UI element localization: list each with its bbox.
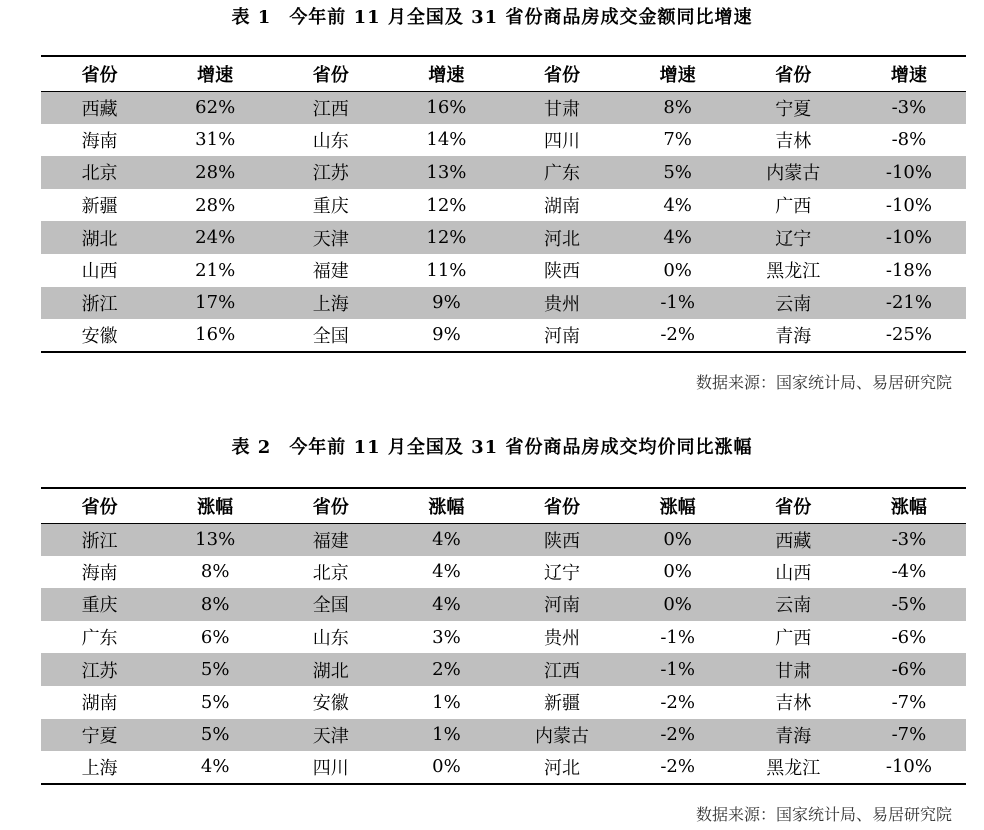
value-cell: -7%: [852, 719, 966, 752]
value-cell: 11%: [426, 259, 467, 281]
table2-title: [0, 433, 984, 459]
value-cell: 13%: [389, 156, 503, 189]
value-cell: 24%: [158, 221, 272, 254]
province-cell: 河南: [503, 319, 620, 352]
value-cell: 4%: [158, 751, 272, 784]
table1-body: [41, 91, 966, 352]
value-cell: -2%: [660, 691, 695, 713]
table-row: [41, 91, 966, 124]
province-cell: 全国: [272, 588, 389, 621]
province-cell: 河南: [503, 588, 620, 621]
value-cell: 1%: [389, 719, 503, 752]
province-cell: 宁夏: [41, 719, 158, 752]
province-cell: 青海: [735, 319, 852, 352]
value-cell: -4%: [891, 561, 927, 583]
table-row: [41, 523, 966, 556]
province-cell: 湖南: [544, 196, 581, 218]
province-cell: 云南: [735, 588, 852, 621]
province-cell: 新疆: [544, 693, 581, 715]
table1-label: 表 1: [231, 7, 272, 28]
value-cell: 2%: [389, 653, 503, 686]
province-cell: 广西: [775, 628, 812, 650]
table-row: [41, 254, 966, 287]
value-cell: 28%: [158, 156, 272, 189]
header-province: 省份: [272, 56, 389, 91]
value-cell: 13%: [158, 523, 272, 556]
value-cell: 1%: [432, 691, 461, 713]
header-value: 涨幅: [621, 488, 735, 523]
table2-label: 表 2: [231, 437, 272, 458]
value-cell: 6%: [200, 626, 230, 648]
province-cell: 辽宁: [544, 562, 581, 584]
table1-title-text: 今年前 11 月全国及 31 省份商品房成交金额同比增速: [289, 7, 753, 28]
value-cell: -1%: [660, 626, 695, 648]
value-cell: 5%: [158, 653, 272, 686]
province-cell: 四川: [544, 130, 581, 152]
province-cell: 福建: [272, 523, 389, 556]
table2-body: [41, 523, 966, 784]
province-cell: 浙江: [41, 287, 158, 320]
value-cell: -10%: [885, 194, 932, 216]
province-cell: 湖南: [81, 693, 118, 715]
value-cell: 17%: [158, 287, 272, 320]
header-province: 省份: [735, 56, 852, 91]
table-row: [41, 588, 966, 621]
province-cell: 上海: [41, 751, 158, 784]
header-province: 省份: [503, 56, 620, 91]
province-cell: 广东: [81, 628, 118, 650]
value-cell: -3%: [852, 523, 966, 556]
header-province: 省份: [41, 488, 158, 523]
table-row: [41, 686, 966, 719]
value-cell: 8%: [621, 91, 735, 124]
header-value: 涨幅: [389, 488, 503, 523]
province-cell: 安徽: [41, 319, 158, 352]
value-cell: 8%: [158, 588, 272, 621]
province-cell: 天津: [272, 221, 389, 254]
province-cell: 福建: [312, 261, 349, 283]
province-cell: 西藏: [735, 523, 852, 556]
province-cell: 山西: [775, 562, 812, 584]
value-cell: 4%: [432, 561, 461, 583]
value-cell: 14%: [426, 129, 467, 151]
province-cell: 江西: [503, 653, 620, 686]
province-cell: 甘肃: [503, 91, 620, 124]
value-cell: -2%: [621, 719, 735, 752]
province-cell: 吉林: [775, 693, 812, 715]
table1-header: [41, 56, 966, 91]
value-cell: 4%: [663, 194, 692, 216]
province-cell: 宁夏: [735, 91, 852, 124]
value-cell: 0%: [663, 561, 692, 583]
header-province: 省份: [503, 488, 620, 523]
table-row: [41, 124, 966, 157]
province-cell: 海南: [81, 562, 118, 584]
value-cell: -8%: [891, 129, 927, 151]
header-province: 省份: [41, 56, 158, 91]
province-cell: 北京: [312, 562, 349, 584]
value-cell: -25%: [852, 319, 966, 352]
province-cell: 湖北: [41, 221, 158, 254]
value-cell: 0%: [621, 523, 735, 556]
province-cell: 重庆: [41, 588, 158, 621]
value-cell: -3%: [852, 91, 966, 124]
value-cell: 7%: [663, 129, 692, 151]
value-cell: 4%: [621, 221, 735, 254]
value-cell: -6%: [891, 626, 927, 648]
province-cell: 天津: [272, 719, 389, 752]
value-cell: -21%: [852, 287, 966, 320]
province-cell: 辽宁: [735, 221, 852, 254]
province-cell: 江苏: [272, 156, 389, 189]
province-cell: 新疆: [81, 196, 118, 218]
header-value: 涨幅: [852, 488, 966, 523]
value-cell: -1%: [621, 287, 735, 320]
province-cell: 山东: [312, 628, 349, 650]
value-cell: 16%: [389, 91, 503, 124]
value-cell: -6%: [852, 653, 966, 686]
table-row: [41, 221, 966, 254]
province-cell: 湖北: [272, 653, 389, 686]
value-cell: 0%: [621, 588, 735, 621]
table1: [41, 55, 966, 353]
header-province: 省份: [272, 488, 389, 523]
province-cell: 云南: [735, 287, 852, 320]
value-cell: 62%: [158, 91, 272, 124]
value-cell: -2%: [621, 319, 735, 352]
table-row: [41, 653, 966, 686]
province-cell: 黑龙江: [735, 751, 852, 784]
header-value: 增速: [389, 56, 503, 91]
table-row: [41, 621, 966, 654]
header-value: 增速: [158, 56, 272, 91]
value-cell: 28%: [195, 194, 236, 216]
province-cell: 山东: [312, 130, 349, 152]
value-cell: 31%: [195, 129, 236, 151]
province-cell: 重庆: [312, 196, 349, 218]
province-cell: 四川: [272, 751, 389, 784]
province-cell: 江苏: [41, 653, 158, 686]
table1-title: [0, 3, 984, 29]
province-cell: 上海: [272, 287, 389, 320]
province-cell: 广东: [503, 156, 620, 189]
table-row: [41, 287, 966, 320]
province-cell: 陕西: [544, 261, 581, 283]
table2: [41, 487, 966, 785]
value-cell: 0%: [389, 751, 503, 784]
table-row: [41, 319, 966, 352]
value-cell: 12%: [426, 194, 467, 216]
value-cell: 9%: [389, 287, 503, 320]
province-cell: 贵州: [544, 628, 581, 650]
header-value: 增速: [621, 56, 735, 91]
value-cell: -5%: [852, 588, 966, 621]
province-cell: 贵州: [503, 287, 620, 320]
header-value: 增速: [852, 56, 966, 91]
value-cell: 9%: [389, 319, 503, 352]
province-cell: 浙江: [41, 523, 158, 556]
province-cell: 内蒙古: [735, 156, 852, 189]
value-cell: -1%: [621, 653, 735, 686]
value-cell: 5%: [158, 719, 272, 752]
value-cell: 5%: [621, 156, 735, 189]
table-row: [41, 719, 966, 752]
value-cell: 4%: [389, 523, 503, 556]
value-cell: 4%: [389, 588, 503, 621]
table2-header: [41, 488, 966, 523]
value-cell: -10%: [852, 221, 966, 254]
province-cell: 吉林: [775, 130, 812, 152]
value-cell: -7%: [891, 691, 927, 713]
province-cell: 江西: [272, 91, 389, 124]
value-cell: 5%: [200, 691, 230, 713]
table-row: [41, 556, 966, 589]
header-province: 省份: [735, 488, 852, 523]
value-cell: -2%: [621, 751, 735, 784]
value-cell: 8%: [200, 561, 230, 583]
province-cell: 北京: [41, 156, 158, 189]
value-cell: -10%: [852, 751, 966, 784]
table2-source: 数据来源：国家统计局、易居研究院: [695, 805, 952, 824]
table-row: [41, 189, 966, 222]
table-row: [41, 751, 966, 784]
province-cell: 陕西: [503, 523, 620, 556]
value-cell: 12%: [389, 221, 503, 254]
province-cell: 甘肃: [735, 653, 852, 686]
province-cell: 安徽: [312, 693, 349, 715]
province-cell: 河北: [503, 751, 620, 784]
table2-title-text: 今年前 11 月全国及 31 省份商品房成交均价同比涨幅: [289, 437, 753, 458]
header-value: 涨幅: [158, 488, 272, 523]
province-cell: 广西: [775, 196, 812, 218]
province-cell: 山西: [81, 261, 118, 283]
value-cell: 3%: [432, 626, 461, 648]
province-cell: 河北: [503, 221, 620, 254]
province-cell: 海南: [81, 130, 118, 152]
province-cell: 黑龙江: [766, 261, 821, 283]
province-cell: 内蒙古: [503, 719, 620, 752]
value-cell: -10%: [852, 156, 966, 189]
province-cell: 西藏: [41, 91, 158, 124]
table-row: [41, 156, 966, 189]
province-cell: 全国: [272, 319, 389, 352]
value-cell: 16%: [158, 319, 272, 352]
table1-source: 数据来源：国家统计局、易居研究院: [695, 373, 952, 392]
value-cell: 0%: [663, 259, 692, 281]
value-cell: -18%: [885, 259, 932, 281]
province-cell: 青海: [735, 719, 852, 752]
value-cell: 21%: [195, 259, 236, 281]
